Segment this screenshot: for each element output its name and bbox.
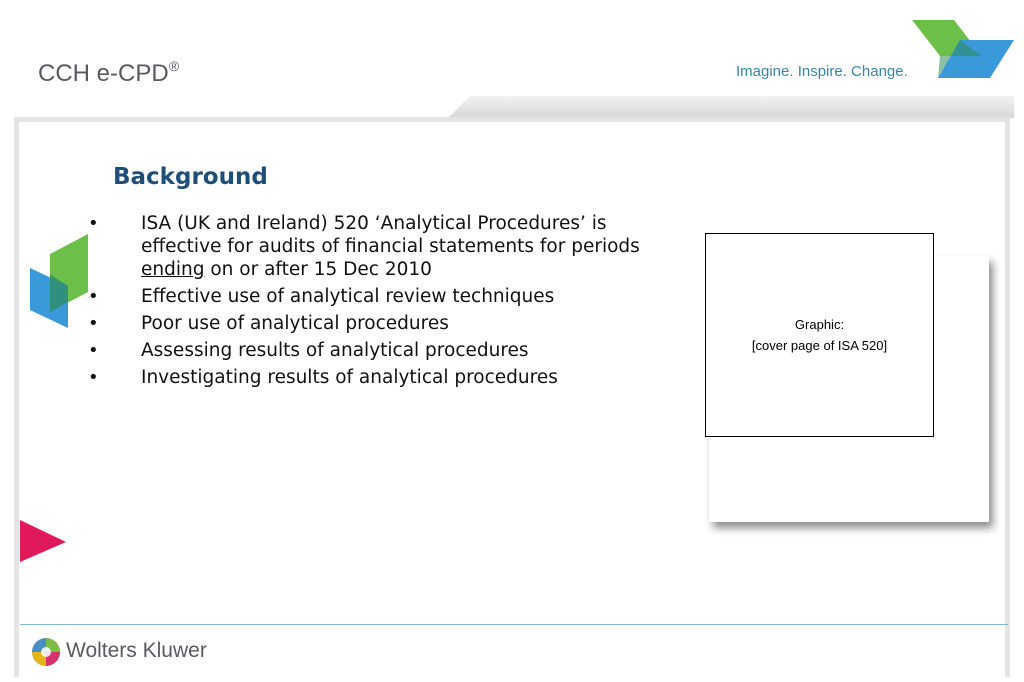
bullet-dot: • xyxy=(88,213,99,234)
tagline: Imagine. Inspire. Change. xyxy=(736,63,908,80)
bullet-item: • Investigating results of analytical procedures xyxy=(88,367,558,388)
bullet-item: • Assessing results of analytical procedures xyxy=(88,340,529,361)
bullet-dot: • xyxy=(88,340,99,361)
registered-mark: ® xyxy=(168,58,180,74)
bullet-list xyxy=(86,212,686,393)
bullet-item: • ISA (UK and Ireland) 520 ‘Analytical Procedures’ is effective for audits of financial statements for periods ending on or after 15 Dec 2010 xyxy=(88,213,640,280)
brand-shapes-icon xyxy=(910,18,1016,80)
footer-company-name: Wolters Kluwer xyxy=(66,639,207,662)
graphic-label: Graphic: xyxy=(794,317,845,332)
frame-tab-decoration xyxy=(448,94,1014,118)
decorative-blocks-icon xyxy=(30,234,92,330)
underlined-word: ending xyxy=(141,259,205,280)
bullet-dot: • xyxy=(88,286,99,307)
footer-divider xyxy=(20,624,1008,625)
bullet-dot: • xyxy=(88,313,99,334)
bullet-item: • Poor use of analytical procedures xyxy=(88,313,449,334)
bullet-dot: • xyxy=(88,367,99,388)
globe-logo-icon xyxy=(30,636,62,668)
graphic-caption: [cover page of ISA 520] xyxy=(751,338,888,353)
brand-logo-text: CCH e-CPD® xyxy=(38,58,180,87)
bullet-item: • Effective use of analytical review techniques xyxy=(88,286,555,307)
slide-title: Background xyxy=(113,164,268,190)
pink-arrow-icon xyxy=(20,520,68,564)
graphic-placeholder xyxy=(705,233,934,437)
